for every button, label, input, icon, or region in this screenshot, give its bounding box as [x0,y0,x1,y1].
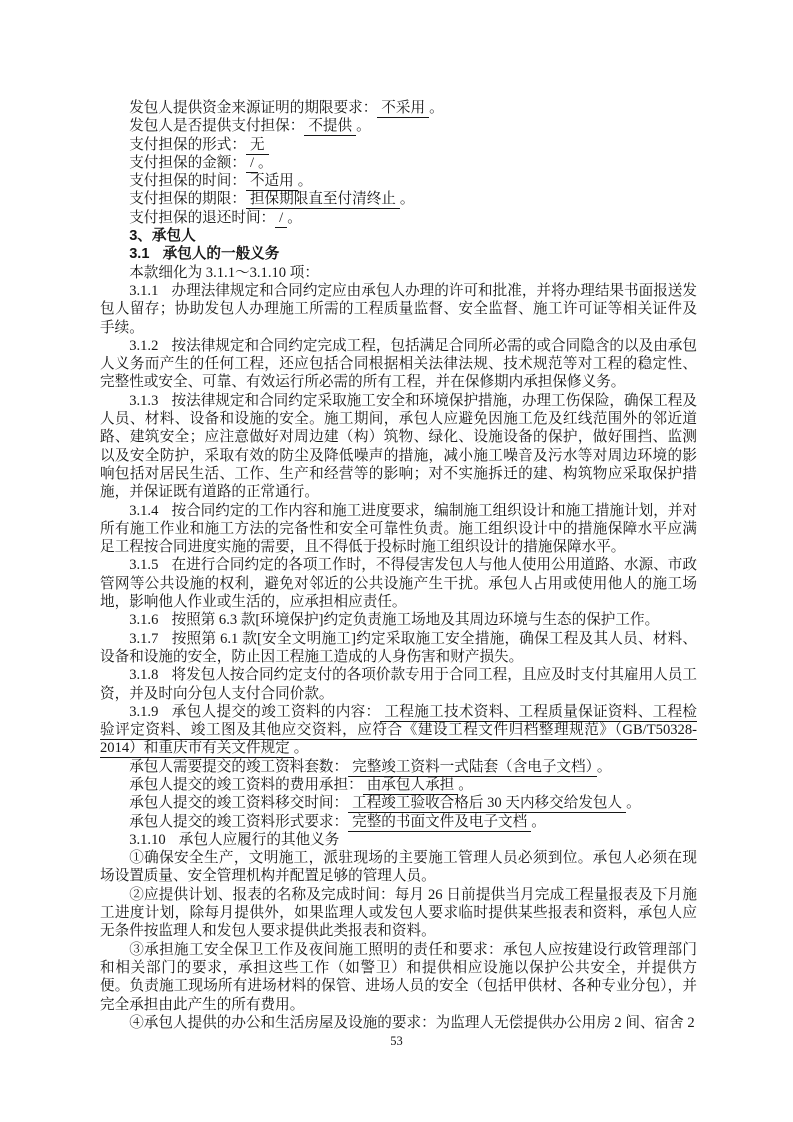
field-line-guarantee-time [100,172,697,190]
field-label: 支付担保的形式： [129,136,246,153]
field-line-payment-guarantee-provided [100,117,697,135]
field-value-underlined: / [246,155,258,173]
field-suffix: 。 [297,173,313,190]
field-label: 发包人提供资金来源证明的期限要求： [129,100,378,116]
field-label: 支付担保的期限： [129,191,246,208]
clause-number: 3.1.6 [129,612,159,629]
subsection-number: 3.1 [129,246,150,263]
field-suffix: 。 [626,795,641,812]
field-value-underlined: 不适用 [246,173,298,191]
other-obligation-item-1: ①确保安全生产，文明施工，派驻现场的主要施工管理人员必须到位。承包人必须在现场设置质量、安全管理机构并配置足够的管理人员。 [100,850,697,885]
document-content [100,99,697,1032]
field-label: 支付担保的时间： [129,173,246,190]
field-line-completion-format [100,813,697,831]
clause-number: 3.1.10 [129,831,166,848]
field-label: 承包人提交的竣工资料移交时间： [129,795,349,812]
clause-number: 3.1.4 [129,502,159,519]
other-obligation-item-4: ④承包人提供的办公和生活房屋及设施的要求：为监理人无偿提供办公用房 2 间、宿舍 2 [129,1014,695,1031]
field-value-underlined: 不提供 [304,118,356,136]
field-label: 承包人需要提交的竣工资料套数： [129,758,349,775]
clause-number: 3.1.8 [129,667,159,684]
clause-text: 承包人提交的竣工资料的内容： [171,703,381,720]
clause-text: 按合同约定的工作内容和施工进度要求，编制施工组织设计和施工措施计划，并对所有施工作业和施工方法的完备性和安全可靠性负责。施工组织设计中的措施保障水平应满足工程按合同进度实施的需要，且不得低于投标时施工组织设计的措施保障水平。 [100,502,697,556]
clause-3-1-6 [100,611,697,629]
clause-number: 3.1.1 [129,282,159,299]
clause-3-1-7 [100,630,697,667]
clause-3-1-4 [100,502,697,557]
field-line-guarantee-return-time [100,209,697,227]
field-suffix: 。 [429,100,444,116]
field-line-completion-sets [100,758,697,776]
other-obligation-item-2: ②应提供计划、报表的名称及完成时间：每月 26 日前提供当月完成工程量报表及下月施工进度计划，除每月提供外，如果监理人或发包人要求临时提供某些报表和资料，承包人应无条件按监理人和发包人要求提供此类报表和资料。 [100,886,697,940]
field-value-underlined: 完整的书面文件及电子文档 [348,814,531,832]
clause-number: 3.1.7 [129,630,159,647]
field-line-completion-handover-time [100,794,697,812]
subsection-title: 承包人的一般义务 [162,246,280,263]
field-label: 支付担保的退还时间： [129,209,276,226]
field-line-guarantee-period [100,190,697,208]
clause-text: 在进行合同约定的各项工作时，不得侵害发包人与他人使用公用道路、水源、市政管网等公共设施的权利，避免对邻近的公共设施产生干扰。承包人占用或使用他人的施工场地，影响他人作业或生活的，应承担相应责任。 [100,557,697,611]
clause-3-1-1 [100,282,697,337]
field-line-guarantee-amount [100,154,697,172]
clause-suffix: 。 [293,740,309,757]
field-suffix: 。 [596,758,612,775]
clause-text: 按法律规定和合同约定采取施工安全和环境保护措施，办理工伤保险，确保工程及人员、材料、设备和设施的安全。施工期间，承包人应避免因施工危及红线范围外的邻近道路、建筑安全；应注意做好对周边建（构）筑物、绿化、设施设备的保护，做好围挡、监测以及安全防护，采取有效的防尘及降低噪声的措施，减小施工噪音及污水等对周边环境的影响包括对居民生活、工作、生产和经营等的影响；对不实施拆迁的建、构筑物应采取保护措施，并保证既有道路的正常通行。 [100,392,697,501]
clause-number: 3.1.5 [129,557,159,574]
intro-line: 本款细化为 3.1.1～3.1.10 项： [129,264,319,281]
field-suffix: 。 [356,118,371,135]
field-suffix: 。 [287,209,302,226]
clause-text: 将发包人按合同约定支付的各项价款专用于合同工程，且应及时支付其雇用人员工资，并及时向分包人支付合同价款。 [100,667,697,702]
field-line-completion-cost [100,776,697,794]
clause-3-1-9 [100,703,697,758]
clause-text: 办理法律规定和合同约定应由承包人办理的许可和批准，并将办理结果书面报送发包人留存；协助发包人办理施工所需的工程质量监督、安全监督、施工许可证等相关证件及手续。 [100,282,697,336]
clause-number: 3.1.3 [129,392,159,409]
field-line-guarantee-form [100,136,697,154]
clause-number: 3.1.2 [129,337,159,354]
field-suffix: 。 [531,813,546,830]
field-suffix: 。 [399,191,415,208]
field-line-funding-proof-deadline [100,99,697,117]
clause-3-1-2 [100,337,697,392]
field-value-underlined: 不采用 [377,100,429,118]
field-value-underlined: 担保期限直至付清终止 [246,191,400,209]
clause-number: 3.1.9 [129,703,159,720]
clause-3-1-10 [100,831,697,849]
clause-value-underlined: 工程施工技术资料、工程质量保证资料、工程检验评定资料、竣工图及其他应交资料，应符合《建设工程文件归档整理规范》（GB/T50328-2014）和重庆市有关文件规定 [100,703,697,757]
field-value-underlined: 完整竣工资料一式陆套（含电子文档） [348,759,597,777]
field-label: 承包人提交的竣工资料的费用承担： [129,776,363,793]
field-suffix: 。 [258,154,273,171]
field-label: 承包人提交的竣工资料形式要求： [129,813,349,830]
other-obligation-item-3: ③承担施工安全保卫工作及夜间施工照明的责任和要求：承包人应按建设行政管理部门和相关部门的要求，承担这些工作（如警卫）和提供相应设施以保护公共安全，并提供方便。负责施工现场所有进场材料的保管、进场人员的安全（包括甲供材、各种专业分包），并完全承担由此产生的所有费用。 [100,941,697,1013]
section-heading: 3、承包人 [129,228,196,245]
clause-text: 按照第 6.3 款[环境保护]约定负责施工场地及其周边环境与生态的保护工作。 [171,612,660,629]
field-value-underlined: 无 [246,137,269,155]
field-label: 发包人是否提供支付担保： [129,118,305,135]
field-value-underlined: 工程竣工验收合格后 30 天内移交给发包人 [348,795,626,813]
field-value-underlined: 由承包人承担 [363,777,459,795]
field-suffix: 。 [458,776,473,793]
clause-text: 按照第 6.1 款[安全文明施工]约定采取施工安全措施，确保工程及其人员、材料、设备和设施的安全，防止因工程施工造成的人身伤害和财产损失。 [100,630,697,665]
clause-title: 承包人应履行的其他义务 [178,831,340,848]
clause-3-1-8 [100,666,697,703]
clause-text: 按法律规定和合同约定完成工程，包括满足合同所必需的或合同隐含的以及由承包人义务而产生的任何工程，还应包括合同根据相关法律法规、技术规范等对工程的稳定性、完整性或安全、可靠、有效运行所必需的所有工程，并在保修期内承担保修义务。 [100,337,697,391]
subsection-heading [100,245,697,263]
clause-3-1-3 [100,392,697,502]
field-value-underlined: / [275,210,287,228]
field-label: 支付担保的金额： [129,154,246,171]
clause-3-1-5 [100,556,697,611]
page-number: 53 [390,1034,403,1048]
